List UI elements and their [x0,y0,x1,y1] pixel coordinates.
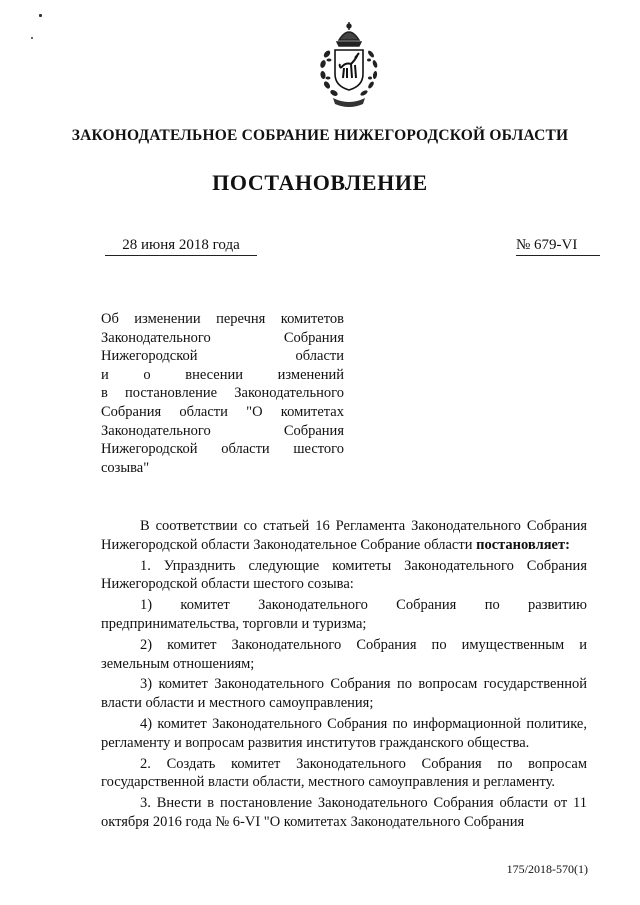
document-number: № 679-VI [516,237,600,256]
subject-line: Собрания области "О комитетах [101,403,344,420]
document-date: 28 июня 2018 года [105,237,257,256]
subject-line: и о внесении изменений [101,366,344,383]
subject-line: Об изменении перечня комитетов [101,311,344,327]
body-paragraph: 1. Упразднить следующие комитеты Законодательного Собрания Нижегородской области шестого созыва: [101,557,587,593]
subject-line: в постановление Законодательного [101,385,344,402]
resolution-word: постановляет: [476,536,570,553]
document-code: 175/2018-570(1) [506,862,588,876]
subject-line: созыва" [101,459,150,476]
preamble-text: В соответствии со статьей 16 Регламента Законодательного Собрания Нижегородской области Законодательное Собрание области [101,518,587,553]
body-paragraph: 3) комитет Законодательного Собрания по вопросам государственной власти области и местного самоуправления; [101,676,587,712]
subject-line: Законодательного Собрания [101,422,344,439]
preamble-paragraph [101,517,587,555]
scan-speck [31,37,33,39]
document-type-title: ПОСТАНОВЛЕНИЕ [212,170,428,195]
scan-speck [39,14,42,17]
document-body [101,517,587,834]
subject-line: Законодательного Собрания [101,329,344,346]
body-paragraph: 2. Создать комитет Законодательного Собрания по вопросам государственной власти области, местного самоуправления и регламенту. [101,755,587,791]
subject-line: Нижегородской области шестого [101,441,344,458]
body-paragraph: 3. Внести в постановление Законодательного Собрания области от 11 октября 2016 года № 6-VI "О комитетах Законодательного Собрания [101,795,587,830]
body-paragraph: 4) комитет Законодательного Собрания по информационной политике, регламенту и вопросам развития институтов гражданского общества. [101,715,587,751]
body-paragraph: 1) комитет Законодательного Собрания по развитию предпринимательства, торговли и туризма; [101,597,587,632]
organization-title: ЗАКОНОДАТЕЛЬНОЕ СОБРАНИЕ НИЖЕГОРОДСКОЙ ОБЛАСТИ [71,127,569,144]
coat-of-arms-icon [311,20,387,112]
document-subject [101,310,344,477]
subject-line: Нижегородской области [101,348,344,365]
body-paragraph: 2) комитет Законодательного Собрания по имущественным и земельным отношениям; [101,636,587,672]
